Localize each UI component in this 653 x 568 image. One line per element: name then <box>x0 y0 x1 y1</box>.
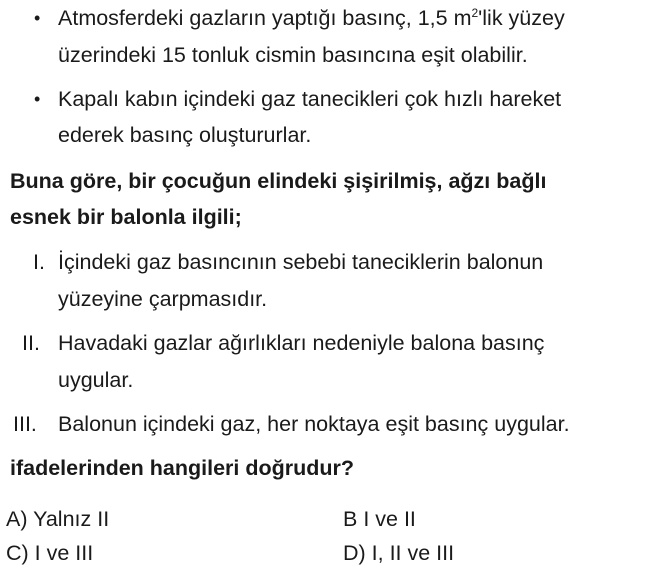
statement-1-line-2: yüzeyine çarpmasıdır. <box>58 287 268 311</box>
statement-2-line-1: Havadaki gazlar ağırlıkları nedeniyle balona basınç <box>58 331 545 355</box>
option-d[interactable]: D) I, II ve III <box>343 541 455 565</box>
question-prompt: ifadelerinden hangileri doğrudur? <box>10 456 355 480</box>
statement-3-line-1: Balonun içindeki gaz, her noktaya eşit basınç uygular. <box>58 412 570 436</box>
question-stem-line-2: esnek bir balonla ilgili; <box>10 205 242 229</box>
bullet-1-text-b: 'lik yüzey <box>478 6 565 30</box>
option-b[interactable]: B I ve II <box>343 507 416 531</box>
question-stem-line-1: Buna göre, bir çocuğun elindeki şişirilmiş, ağzı bağlı <box>10 169 547 193</box>
bullet-marker: • <box>34 89 41 109</box>
bullet-1-line-2: üzerindeki 15 tonluk cismin basıncına eşit olabilir. <box>58 43 528 67</box>
bullet-1-line-1 <box>58 5 565 31</box>
bullet-1-text-a: Atmosferdeki gazların yaptığı basınç, 1,5 m <box>58 6 472 30</box>
statement-2-line-2: uygular. <box>58 368 134 392</box>
statement-1-numeral: I. <box>33 250 45 274</box>
option-c[interactable]: C) I ve III <box>6 541 94 565</box>
statement-1-line-1: İçindeki gaz basıncının sebebi taneciklerin balonun <box>58 250 544 274</box>
option-a[interactable]: A) Yalnız II <box>6 507 110 531</box>
bullet-marker: • <box>34 8 41 28</box>
bullet-2-line-2: ederek basınç oluştururlar. <box>58 123 312 147</box>
statement-2-numeral: II. <box>22 331 40 355</box>
statement-3-numeral: III. <box>13 412 37 436</box>
superscript-2: 2 <box>471 6 479 20</box>
bullet-2-line-1: Kapalı kabın içindeki gaz tanecikleri çok hızlı hareket <box>58 87 562 111</box>
